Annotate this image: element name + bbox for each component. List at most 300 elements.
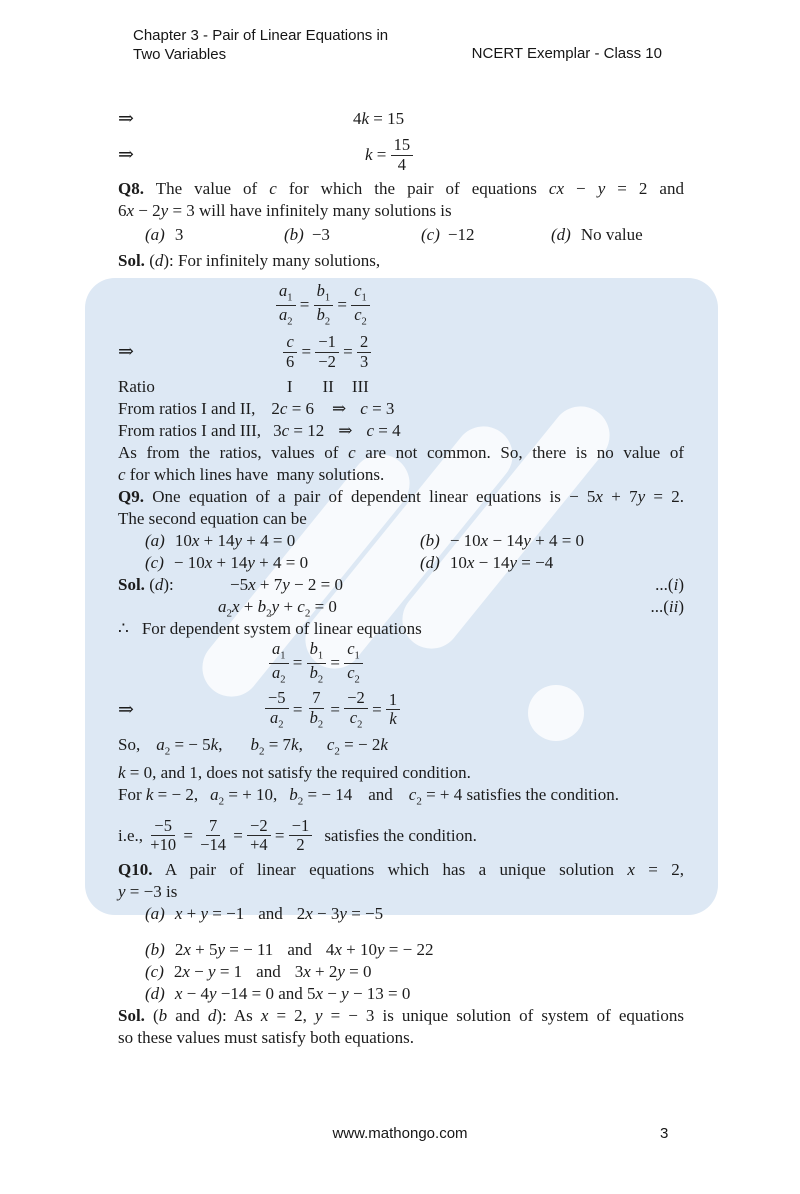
subscript: 2 bbox=[416, 795, 422, 808]
math-text: = − 2, bbox=[153, 785, 199, 805]
numerator bbox=[309, 689, 323, 708]
math-text: = bbox=[326, 699, 345, 719]
math-text: = −3 is bbox=[125, 881, 178, 901]
math-var: a bbox=[279, 304, 288, 324]
bold-label: Sol. bbox=[118, 251, 145, 270]
math-var: c bbox=[354, 281, 362, 301]
equation bbox=[283, 333, 371, 371]
math-var: y bbox=[597, 179, 606, 198]
q10-line1 bbox=[118, 859, 684, 881]
ratio-i-iii bbox=[118, 420, 684, 442]
q9-sol-eq2 bbox=[118, 596, 684, 618]
fraction bbox=[391, 136, 414, 174]
math-text: = bbox=[270, 825, 289, 845]
math-text: ∴ bbox=[118, 619, 129, 638]
denominator bbox=[269, 664, 289, 686]
subscript: 2 bbox=[287, 315, 293, 327]
denominator bbox=[267, 709, 287, 731]
math-var: k bbox=[291, 735, 299, 754]
spacer bbox=[255, 413, 271, 414]
subscript: 2 bbox=[258, 745, 265, 758]
math-var: c bbox=[279, 399, 288, 418]
spacer bbox=[155, 391, 287, 392]
math-text: + 4 = 0 bbox=[254, 553, 309, 572]
math-text: One equation of a pair of dependent linear equations is − 5 bbox=[143, 487, 596, 506]
math-var: b bbox=[316, 281, 325, 301]
option bbox=[145, 961, 371, 983]
math-text: + 4 = 0 bbox=[242, 531, 296, 550]
spacer bbox=[129, 633, 142, 634]
spacer bbox=[314, 413, 332, 414]
math-text: = bbox=[297, 342, 316, 361]
math-text: = bbox=[326, 653, 345, 672]
bold-label: Q10. bbox=[118, 859, 153, 879]
math-var: c bbox=[118, 465, 126, 484]
math-text: + 14 bbox=[212, 553, 248, 572]
math-text: − 14 bbox=[488, 531, 524, 550]
denominator bbox=[314, 306, 334, 328]
math-var: c bbox=[360, 399, 368, 418]
option bbox=[420, 530, 584, 552]
equation bbox=[269, 640, 363, 685]
math-text: − 4 bbox=[182, 983, 209, 1003]
spacer bbox=[165, 918, 175, 919]
spacer bbox=[440, 567, 450, 568]
bold-label: Q8. bbox=[118, 179, 144, 198]
math-text: 3 bbox=[174, 225, 184, 244]
math-text: − 14 bbox=[474, 553, 510, 572]
math-var: x bbox=[627, 859, 635, 879]
math-var: (b) bbox=[145, 939, 165, 959]
math-text: satisfies the condition. bbox=[324, 825, 477, 845]
math-text: −5 bbox=[268, 688, 286, 708]
math-text: ): For infinitely many solutions, bbox=[163, 251, 381, 270]
subscript: 2 bbox=[317, 719, 324, 730]
math-var: x bbox=[232, 597, 240, 616]
math-var: d bbox=[154, 575, 164, 594]
numerator bbox=[386, 691, 400, 710]
equation bbox=[276, 282, 370, 327]
math-text: As from the ratios, values of bbox=[118, 443, 349, 462]
spacer bbox=[140, 749, 156, 750]
spacer bbox=[312, 835, 324, 836]
equation-number bbox=[650, 596, 684, 618]
q9-line2 bbox=[118, 508, 684, 530]
math-text: 7 bbox=[312, 688, 321, 708]
math-text: +4 bbox=[250, 835, 268, 855]
math-var: c bbox=[286, 332, 294, 352]
math-var: y bbox=[208, 961, 216, 981]
spacer bbox=[281, 976, 295, 977]
equation bbox=[118, 817, 477, 855]
math-var: x bbox=[303, 961, 311, 981]
spacer bbox=[283, 918, 297, 919]
math-var: k bbox=[210, 735, 219, 754]
math-var: c bbox=[348, 443, 356, 462]
math-var: c bbox=[347, 639, 355, 659]
math-text: From ratios I and III, bbox=[118, 421, 262, 440]
math-var: (a) bbox=[145, 903, 165, 923]
solution-label bbox=[118, 574, 174, 596]
math-var: a bbox=[270, 707, 279, 727]
subscript: 1 bbox=[324, 292, 331, 304]
math-text: 2 bbox=[173, 961, 183, 981]
math-text: −2 bbox=[250, 815, 268, 835]
spacer bbox=[303, 749, 327, 750]
math-var: a bbox=[272, 662, 281, 682]
subscript: 1 bbox=[354, 650, 360, 662]
math-text: = 2. bbox=[645, 487, 685, 506]
math-text: + bbox=[279, 597, 298, 616]
numerator bbox=[314, 282, 334, 305]
q8-line2 bbox=[118, 200, 684, 222]
math-text: ( bbox=[144, 575, 155, 594]
math-var: c bbox=[408, 785, 417, 805]
math-var: cx bbox=[548, 179, 565, 198]
spacer bbox=[304, 239, 312, 240]
fraction bbox=[351, 282, 370, 327]
math-text: = bbox=[295, 295, 314, 314]
spacer bbox=[293, 391, 323, 392]
math-var: c bbox=[326, 735, 335, 754]
numerator bbox=[351, 282, 370, 305]
fraction bbox=[269, 640, 289, 685]
math-var: y bbox=[217, 939, 226, 959]
math-text: − 2 = 0 bbox=[289, 575, 343, 594]
math-text: = 7 bbox=[264, 735, 292, 754]
math-text: for which lines have many solutions. bbox=[125, 465, 385, 484]
q10-sol-line1 bbox=[118, 1005, 684, 1027]
math-text: = bbox=[372, 145, 391, 164]
spacer bbox=[393, 799, 409, 800]
math-text: + 5 bbox=[190, 939, 218, 959]
q9-options-row1 bbox=[118, 530, 684, 552]
implies-arrow: ⇒ bbox=[118, 699, 134, 721]
q10-line2 bbox=[118, 881, 684, 903]
implies-arrow: ⇒ bbox=[118, 144, 134, 166]
option bbox=[145, 530, 295, 552]
math-var: c bbox=[347, 662, 355, 682]
numerator bbox=[391, 136, 414, 155]
math-var: a bbox=[156, 735, 165, 754]
footer-page-number: 3 bbox=[660, 1125, 669, 1142]
math-var: x bbox=[595, 487, 603, 506]
math-text: ⇒ bbox=[338, 421, 353, 440]
fraction bbox=[265, 689, 289, 731]
fraction bbox=[307, 640, 327, 685]
math-text: = − 5 bbox=[170, 735, 211, 754]
math-text: 1 bbox=[388, 690, 398, 710]
option bbox=[420, 552, 553, 574]
fraction bbox=[315, 333, 339, 371]
math-text: 2 bbox=[174, 939, 184, 959]
fraction bbox=[344, 640, 363, 685]
math-text: = − 2 bbox=[339, 735, 381, 754]
subscript: 2 bbox=[266, 607, 272, 620]
math-text: ): As bbox=[216, 1005, 261, 1025]
math-var: y bbox=[271, 597, 280, 616]
math-text: From ratios I and II, bbox=[118, 399, 256, 418]
denominator bbox=[283, 353, 297, 371]
math-var: (b) bbox=[284, 225, 304, 244]
denominator bbox=[147, 836, 179, 854]
so-values bbox=[118, 734, 684, 762]
math-var: y bbox=[282, 575, 290, 594]
subscript: 2 bbox=[357, 719, 363, 730]
math-var: (c) bbox=[145, 961, 164, 981]
math-text: = 4 bbox=[374, 421, 401, 440]
math-var: y bbox=[200, 903, 209, 923]
math-text: 2 bbox=[296, 903, 306, 923]
math-var: b bbox=[158, 1005, 168, 1025]
spacer bbox=[352, 799, 368, 800]
numerator bbox=[151, 817, 175, 836]
k-condition bbox=[118, 762, 684, 784]
ratio-eq-general-2 bbox=[118, 640, 684, 686]
spacer bbox=[242, 976, 256, 977]
numerator bbox=[283, 333, 296, 352]
q8-options bbox=[118, 224, 684, 248]
math-text: 6 bbox=[286, 351, 295, 371]
subscript: 2 bbox=[317, 673, 324, 685]
math-var: c bbox=[269, 179, 277, 198]
math-text: = 6 bbox=[287, 399, 315, 418]
math-var: ii bbox=[668, 597, 679, 616]
math-text: = 2, bbox=[634, 859, 684, 879]
equation bbox=[365, 136, 413, 174]
math-var: x bbox=[466, 553, 475, 572]
header-book-title: NCERT Exemplar - Class 10 bbox=[471, 45, 662, 62]
q10-option-a bbox=[118, 903, 684, 925]
math-text: I bbox=[286, 377, 293, 396]
math-var: b bbox=[316, 304, 325, 324]
fraction bbox=[276, 282, 296, 327]
math-var: (d) bbox=[420, 553, 440, 572]
math-var: i bbox=[673, 575, 679, 594]
math-var: a bbox=[210, 785, 219, 805]
spacer bbox=[164, 567, 174, 568]
bold-label: Q9. bbox=[118, 487, 144, 506]
bold-label: Sol. bbox=[118, 1005, 145, 1025]
math-text: ( bbox=[144, 1005, 159, 1025]
math-var: b bbox=[257, 597, 267, 616]
subscript: 2 bbox=[164, 745, 171, 758]
math-text: = 12 bbox=[289, 421, 325, 440]
math-text: −14 bbox=[200, 835, 226, 855]
math-text: A pair of linear equations which has a unique solution bbox=[152, 859, 628, 879]
math-text: 7 bbox=[208, 815, 218, 835]
math-var: (c) bbox=[421, 225, 440, 244]
spacer bbox=[164, 976, 174, 977]
math-text: = bbox=[333, 295, 352, 314]
math-var: y bbox=[118, 881, 126, 901]
spacer bbox=[244, 918, 258, 919]
fraction bbox=[386, 691, 400, 729]
math-var: b bbox=[289, 785, 298, 805]
numerator bbox=[307, 640, 327, 663]
math-var: y bbox=[523, 531, 531, 550]
math-text: = + 10, bbox=[224, 785, 278, 805]
math-text: + 10 bbox=[341, 939, 377, 959]
header-chapter-line2: Two Variables bbox=[133, 46, 227, 63]
math-text: = −5 bbox=[346, 903, 384, 923]
math-var: x bbox=[126, 201, 135, 220]
math-var: d bbox=[154, 251, 164, 270]
math-var: x bbox=[248, 575, 256, 594]
math-text: −5 bbox=[154, 815, 172, 835]
bold-label: Sol. bbox=[118, 575, 145, 594]
math-var: (b) bbox=[420, 531, 440, 550]
numerator bbox=[206, 817, 220, 836]
subscript: 2 bbox=[297, 795, 304, 808]
math-text: + bbox=[239, 597, 258, 616]
math-text: No value bbox=[580, 225, 643, 244]
math-text: The second equation can be bbox=[118, 509, 307, 528]
math-var: y bbox=[208, 983, 217, 1003]
subscript: 2 bbox=[354, 673, 360, 685]
math-text: 2 bbox=[360, 332, 369, 352]
math-text: = bbox=[288, 699, 307, 719]
math-text: ): bbox=[163, 575, 174, 594]
math-text: 2 bbox=[271, 399, 280, 418]
math-text: for which the pair of equations bbox=[276, 179, 549, 198]
option bbox=[145, 552, 308, 574]
spacer bbox=[346, 413, 360, 414]
numerator bbox=[315, 333, 339, 352]
math-text: = − 3 is unique solution of system of equations bbox=[322, 1005, 685, 1025]
q9-line1 bbox=[118, 486, 684, 508]
ratio-i-ii bbox=[118, 398, 684, 420]
math-var: a bbox=[279, 281, 288, 301]
math-text: = −1 bbox=[208, 903, 245, 923]
spacer bbox=[324, 435, 338, 436]
math-text: and bbox=[258, 903, 283, 923]
spacer bbox=[352, 435, 366, 436]
q10-sol-line2 bbox=[118, 1027, 684, 1049]
denominator bbox=[357, 353, 371, 371]
fraction bbox=[147, 817, 179, 855]
math-var: k bbox=[380, 735, 388, 754]
math-text: ...( bbox=[650, 597, 669, 616]
subscript: 2 bbox=[324, 315, 331, 327]
math-text: = 1 bbox=[215, 961, 243, 981]
spacer bbox=[261, 435, 273, 436]
fraction bbox=[247, 817, 271, 855]
denominator bbox=[347, 709, 366, 731]
spacer bbox=[440, 545, 450, 546]
conclusion-2 bbox=[118, 464, 684, 486]
subscript: 1 bbox=[361, 292, 367, 304]
math-var: x bbox=[315, 983, 324, 1003]
option bbox=[145, 939, 433, 961]
math-text: − bbox=[323, 983, 342, 1003]
denominator bbox=[293, 836, 307, 854]
math-text: = bbox=[338, 342, 357, 361]
math-text: + 7 bbox=[602, 487, 638, 506]
math-text: − 10 bbox=[449, 531, 481, 550]
option bbox=[145, 903, 383, 925]
math-var: y bbox=[377, 939, 385, 959]
math-var: y bbox=[337, 961, 345, 981]
numerator bbox=[247, 817, 271, 836]
math-text: = bbox=[367, 699, 386, 719]
math-text: + 7 bbox=[255, 575, 283, 594]
subscript: 2 bbox=[304, 607, 311, 620]
math-text: 3 bbox=[294, 961, 304, 981]
math-text: , bbox=[218, 735, 223, 754]
denominator bbox=[307, 664, 327, 686]
q8-solution-intro bbox=[118, 250, 684, 272]
math-text: + bbox=[182, 903, 201, 923]
numerator bbox=[265, 689, 289, 708]
math-var: x bbox=[182, 961, 190, 981]
math-text: and bbox=[167, 1005, 208, 1025]
subscript: 2 bbox=[226, 607, 232, 620]
math-text: i.e., bbox=[118, 825, 148, 845]
q9-sol-eq1 bbox=[118, 574, 684, 596]
q10-option-d bbox=[118, 983, 684, 1005]
math-text: ) bbox=[678, 575, 684, 594]
equation bbox=[230, 574, 343, 596]
math-var: x bbox=[174, 983, 183, 1003]
implication-k bbox=[118, 132, 684, 178]
math-var: c bbox=[297, 597, 305, 616]
math-text: = bbox=[229, 825, 248, 845]
math-var: c bbox=[366, 421, 374, 440]
math-text: ...( bbox=[655, 575, 674, 594]
ratio-labels bbox=[118, 376, 684, 398]
math-text: 2 bbox=[296, 835, 305, 855]
math-text: − 10 bbox=[173, 553, 205, 572]
q9-options-row2 bbox=[118, 552, 684, 574]
math-text: 10 bbox=[174, 531, 192, 550]
math-var: x bbox=[305, 903, 313, 923]
math-text: = bbox=[179, 825, 198, 845]
math-text: For dependent system of linear equations bbox=[141, 619, 422, 638]
math-var: y bbox=[234, 531, 243, 550]
math-text: −5 bbox=[230, 575, 249, 594]
math-var: y bbox=[339, 903, 347, 923]
math-var: k bbox=[389, 709, 397, 729]
q10-option-c bbox=[118, 961, 684, 983]
spacer bbox=[165, 998, 175, 999]
numerator bbox=[269, 640, 289, 663]
math-var: (a) bbox=[145, 531, 165, 550]
math-var: (a) bbox=[145, 225, 165, 244]
math-text: = 15 bbox=[369, 109, 405, 128]
math-text: + 4 = 0 bbox=[530, 531, 585, 550]
content-pre bbox=[118, 106, 684, 272]
math-text: ⇒ bbox=[332, 399, 347, 418]
denominator bbox=[351, 306, 370, 328]
math-text: = 2, bbox=[268, 1005, 315, 1025]
k-minus2 bbox=[118, 784, 684, 812]
spacer bbox=[571, 239, 581, 240]
math-var: x bbox=[260, 1005, 269, 1025]
math-var: d bbox=[207, 1005, 217, 1025]
fraction bbox=[357, 333, 371, 371]
denominator bbox=[247, 836, 271, 854]
math-text: = − 11 bbox=[225, 939, 274, 959]
math-var: b bbox=[250, 735, 259, 754]
math-text: − 2 bbox=[134, 201, 161, 220]
subscript: 2 bbox=[361, 315, 367, 327]
implication-4k bbox=[118, 106, 684, 132]
subscript: 2 bbox=[280, 673, 286, 685]
math-var: (d) bbox=[551, 225, 571, 244]
numerator bbox=[344, 689, 368, 708]
math-var: y bbox=[160, 201, 169, 220]
